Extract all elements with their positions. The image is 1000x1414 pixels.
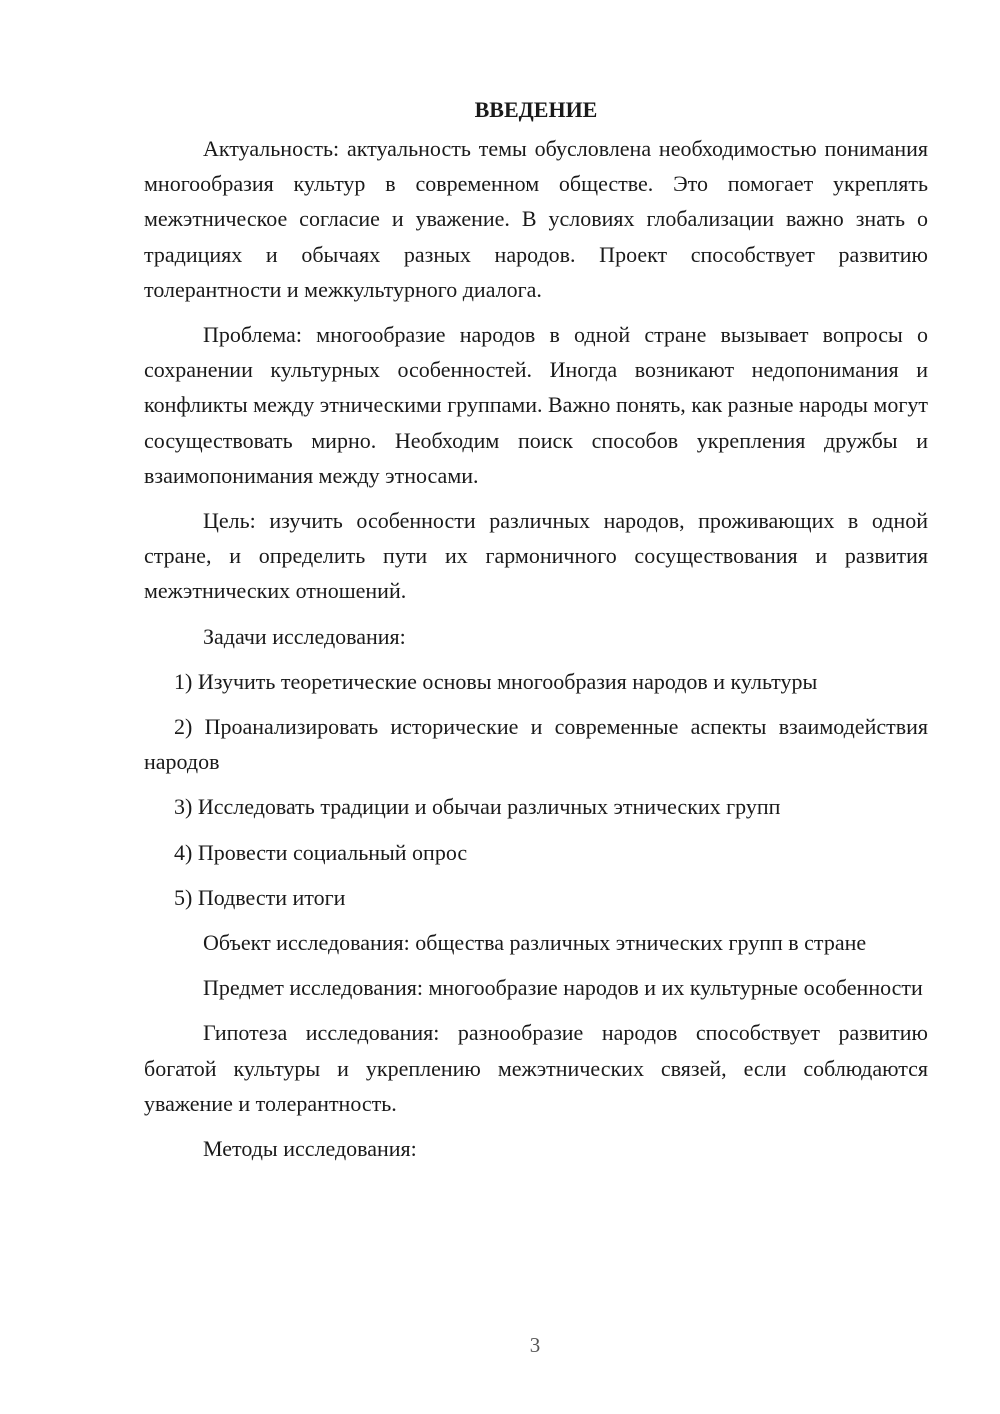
hypothesis-paragraph: Гипотеза исследования: разнообразие народов способствует развитию богатой культуры и укреплению межэтнических связей, если соблюдаются уважение и толерантность. <box>144 1020 928 1116</box>
problem-paragraph: Проблема: многообразие народов в одной стране вызывает вопросы о сохранении культурных особенностей. Иногда возникают недопонимания и конфликты между этническими группами. Важно понять, как разные народы могут сосуществовать мирно. Необходим поиск способов укрепления дружбы и взаимопонимания между этносами. <box>144 322 928 488</box>
task-number: 2) <box>174 714 193 740</box>
task-number: 3) <box>174 794 193 820</box>
page-title: ВВЕДЕНИЕ <box>474 97 598 122</box>
task-item-3 <box>144 789 928 824</box>
task-text: Исследовать традиции и обычаи различных этнических групп <box>197 794 781 820</box>
object-paragraph: Объект исследования: общества различных этнических групп в стране <box>203 930 867 956</box>
goal-paragraph: Цель: изучить особенности различных народов, проживающих в одной стране, и определить пути их гармоничного сосуществования и развития межэтнических отношений. <box>144 508 928 604</box>
task-item-2 <box>144 709 928 779</box>
task-text: Проанализировать исторические и современные аспекты взаимодействия народов <box>144 714 928 775</box>
task-number: 1) <box>174 668 193 694</box>
task-item-1 <box>144 664 928 699</box>
task-number: 4) <box>174 839 193 865</box>
page-number: 3 <box>529 1333 541 1357</box>
methods-heading: Методы исследования: <box>203 1136 417 1162</box>
task-item-4 <box>144 835 928 870</box>
task-number: 5) <box>174 884 193 910</box>
tasks-heading: Задачи исследования: <box>203 623 406 649</box>
task-item-5 <box>144 880 928 915</box>
task-text: Изучить теоретические основы многообразия народов и культуры <box>197 668 818 694</box>
document-page <box>144 92 928 1176</box>
subject-paragraph: Предмет исследования: многообразие народов и их культурные особенности <box>203 975 923 1001</box>
relevance-paragraph: Актуальность: актуальность темы обусловлена необходимостью понимания многообразия культур в современном обществе. Это помогает укреплять межэтническое согласие и уважение. В условиях глобализации важно знать о традициях и обычаях разных народов. Проект способствует развитию толерантности и межкультурного диалога. <box>144 136 928 302</box>
task-text: Провести социальный опрос <box>197 839 468 865</box>
task-text: Подвести итоги <box>197 884 346 910</box>
